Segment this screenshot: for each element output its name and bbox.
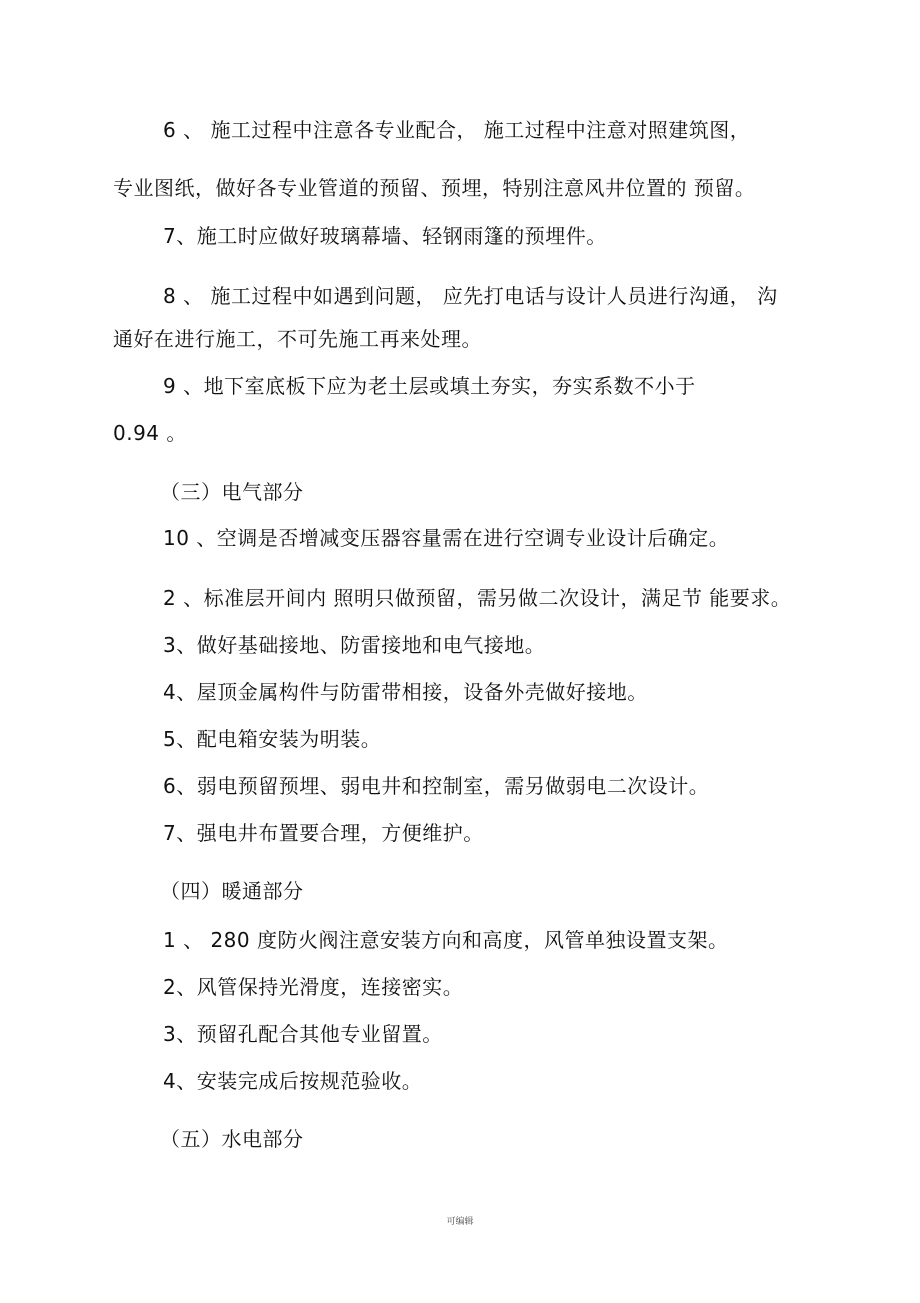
text-line: 5、配电箱安装为明装。 bbox=[163, 727, 382, 751]
text-line: 1 、 280 度防火阀注意安装方向和高度，风管单独设置支架。 bbox=[163, 928, 729, 952]
section-heading: （四）暖通部分 bbox=[160, 879, 304, 903]
text-line: 4、屋顶金属构件与防雷带相接，设备外壳做好接地。 bbox=[163, 680, 648, 704]
text-line: 2、风管保持光滑度，连接密实。 bbox=[163, 975, 464, 999]
text-line: 7、强电井布置要合理，方便维护。 bbox=[163, 821, 484, 845]
text-line: 6、弱电预留预埋、弱电井和控制室，需另做弱电二次设计。 bbox=[163, 774, 710, 798]
text-line: 专业图纸，做好各专业管道的预留、预埋，特别注意风井位置的 预留。 bbox=[113, 176, 756, 200]
text-line: 8 、 施工过程中如遇到问题， 应先打电话与设计人员进行沟通， 沟 bbox=[163, 284, 778, 308]
section-heading: （五）水电部分 bbox=[160, 1127, 304, 1151]
text-line: 0.94 。 bbox=[113, 421, 187, 445]
text-line: 7、施工时应做好玻璃幕墙、轻钢雨篷的预埋件。 bbox=[163, 224, 607, 248]
text-line: 3、预留孔配合其他专业留置。 bbox=[163, 1022, 443, 1046]
text-line: 10 、空调是否增减变压器容量需在进行空调专业设计后确定。 bbox=[163, 526, 730, 550]
section-heading: （三）电气部分 bbox=[160, 480, 304, 504]
text-line: 2 、标准层开间内 照明只做预留，需另做二次设计，满足节 能要求。 bbox=[163, 586, 792, 610]
text-line: 9 、地下室底板下应为老土层或填土夯实，夯实系数不小于 bbox=[163, 374, 696, 398]
text-line: 通好在进行施工，不可先施工再来处理。 bbox=[113, 327, 482, 351]
text-line: 3、做好基础接地、防雷接地和电气接地。 bbox=[163, 633, 546, 657]
text-line: 6 、 施工过程中注意各专业配合， 施工过程中注意对照建筑图， bbox=[163, 118, 751, 142]
text-line: 4、安装完成后按规范验收。 bbox=[163, 1069, 423, 1093]
page-footer: 可编辑 bbox=[446, 1217, 474, 1227]
